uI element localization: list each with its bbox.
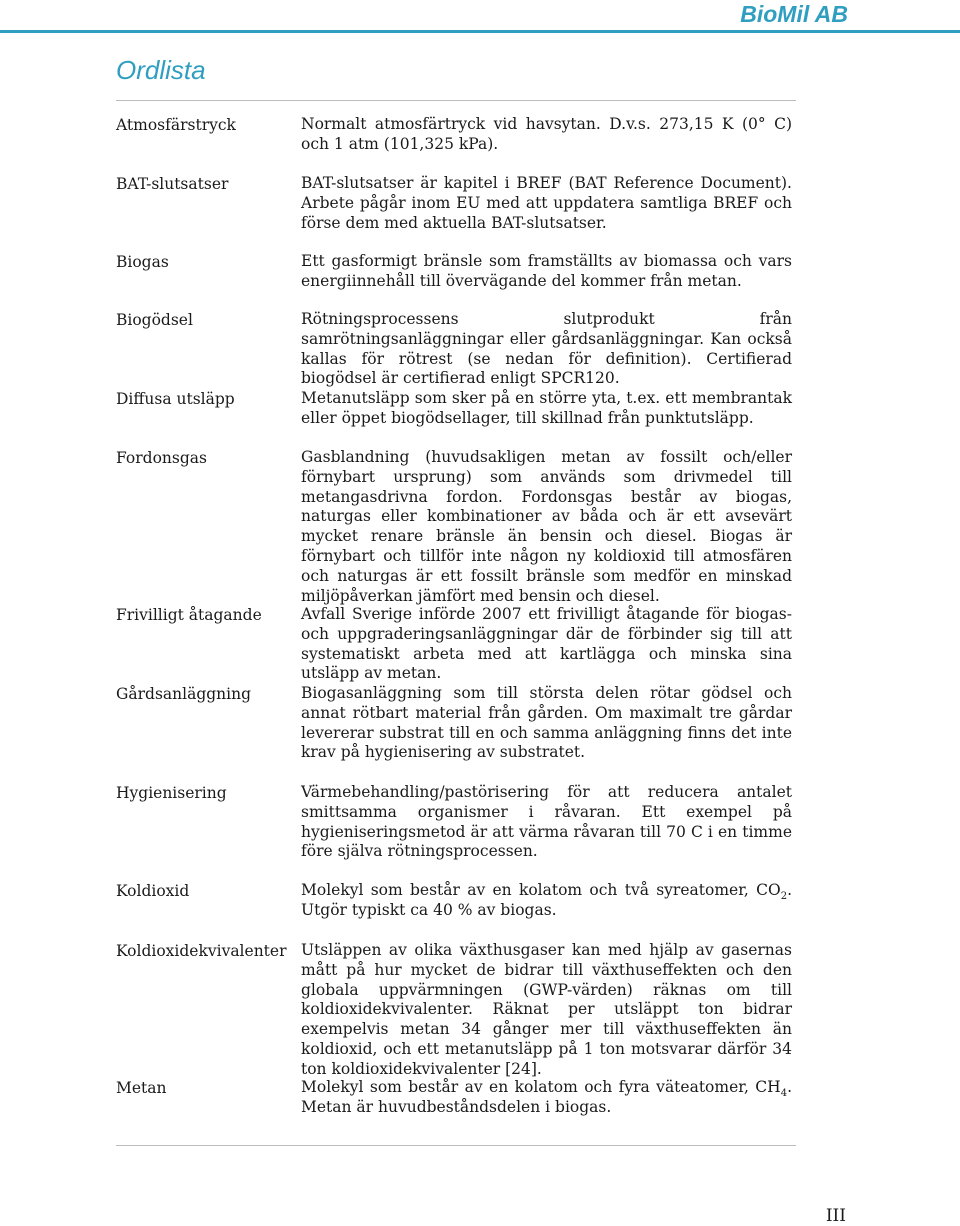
definition-text: . Utgör typiskt ca 40 % av biogas.: [301, 881, 792, 919]
glossary-term: Metan: [116, 1079, 167, 1097]
glossary-row: [116, 605, 796, 684]
glossary-term: Biogas: [116, 253, 169, 271]
header-rule: [0, 30, 960, 33]
glossary-row: [116, 941, 796, 1080]
glossary-definition: Ett gasformigt bränsle som framställts av biomassa och vars energiinnehåll till övervägande del kommer från metan.: [301, 252, 792, 290]
glossary-term: Biogödsel: [116, 311, 193, 329]
glossary-definition: Normalt atmosfärtryck vid havsytan. D.v.s. 273,15 K (0° C) och 1 atm (101,325 kPa).: [301, 115, 792, 153]
glossary-row: [116, 115, 796, 155]
glossary-definition: Rötningsprocessens slutprodukt från samrötningsanläggningar eller gårdsanläggningar. Kan också kallas för rötrest (se nedan för definition). Certifierad biogödsel är certifierad enligt SPCR120.: [301, 310, 792, 388]
page-title: Ordlista: [116, 55, 206, 85]
glossary-definition: [301, 881, 792, 921]
glossary-definition: Gasblandning (huvudsakligen metan av fossilt och/eller förnybart ursprung) som används som drivmedel till metangasdrivna fordon. Fordonsgas består av biogas, naturgas eller kombinationer av båda och är ett avsevärt mycket renare bränsle än bensin och diesel. Biogas är förnybart och tillför inte någon ny koldioxid till atmosfären och naturgas är ett fossilt bränsle som medför en minskad miljöpåverkan jämfört med bensin och diesel.: [301, 448, 792, 605]
glossary-definition: Utsläppen av olika växthusgaser kan med hjälp av gasernas mått på hur mycket de bidrar till växthuseffekten och den globala uppvärmningen (GWP-värden) räknas om till koldioxidekvivalenter. Räknat per utsläppt ton bidrar exempelvis metan 34 gånger mer till växthuseffekten än koldioxid, och ett metanutsläpp på 1 ton motsvarar därför 34 ton koldioxidekvivalenter [24].: [301, 941, 792, 1078]
glossary-table: [116, 100, 796, 1146]
glossary-row: [116, 389, 796, 429]
glossary-row: [116, 684, 796, 763]
glossary-term: Diffusa utsläpp: [116, 390, 235, 408]
definition-text: . Metan är huvudbeståndsdelen i biogas.: [301, 1078, 792, 1116]
glossary-row: [116, 252, 796, 292]
glossary-row: [116, 783, 796, 862]
definition-text: Molekyl som består av en kolatom och två syreatomer, CO: [301, 881, 781, 899]
brand-name: BioMil AB: [740, 1, 848, 27]
glossary-term: Koldioxid: [116, 882, 190, 900]
glossary-term: Fordonsgas: [116, 449, 207, 467]
glossary-row: [116, 881, 796, 921]
glossary-term: Koldioxidekvivalenter: [116, 942, 287, 960]
definition-text: Molekyl som består av en kolatom och fyra väteatomer, CH: [301, 1078, 781, 1096]
glossary-term: Hygienisering: [116, 784, 227, 802]
glossary-row: [116, 448, 796, 606]
glossary-term: Frivilligt åtagande: [116, 606, 262, 624]
glossary-definition: BAT-slutsatser är kapitel i BREF (BAT Reference Document). Arbete pågår inom EU med att uppdatera samtliga BREF och förse dem med aktuella BAT-slutsatser.: [301, 174, 792, 232]
glossary-row: [116, 174, 796, 233]
glossary-definition: Biogasanläggning som till största delen rötar gödsel och annat rötbart material från gården. Om maximalt tre gårdar levererar substrat till en och samma anläggning finns det inte krav på hygienisering av substratet.: [301, 684, 792, 762]
formula-subscript: 2: [780, 891, 788, 903]
page-number: III: [825, 1206, 846, 1226]
glossary-definition: Värmebehandling/pastörisering för att reducera antalet smittsamma organismer i råvaran. Ett exempel på hygieniseringsmetod är att värma råvaran till 70 C i en timme före själva rötningsprocessen.: [301, 783, 792, 861]
glossary-row: [116, 1078, 796, 1118]
glossary-term: BAT-slutsatser: [116, 175, 229, 193]
glossary-row: [116, 310, 796, 389]
glossary-term: Atmosfärstryck: [116, 116, 236, 134]
formula-subscript: 4: [780, 1088, 788, 1100]
glossary-definition: Metanutsläpp som sker på en större yta, t.ex. ett membrantak eller öppet biogödsellager, till skillnad från punktutsläpp.: [301, 389, 792, 427]
glossary-definition: [301, 1078, 792, 1118]
glossary-term: Gårdsanläggning: [116, 685, 252, 703]
glossary-definition: Avfall Sverige införde 2007 ett frivilligt åtagande för biogas- och uppgraderingsanläggningar där de förbinder sig till att systematiskt arbeta med att kartlägga och minska sina utsläpp av metan.: [301, 605, 792, 683]
